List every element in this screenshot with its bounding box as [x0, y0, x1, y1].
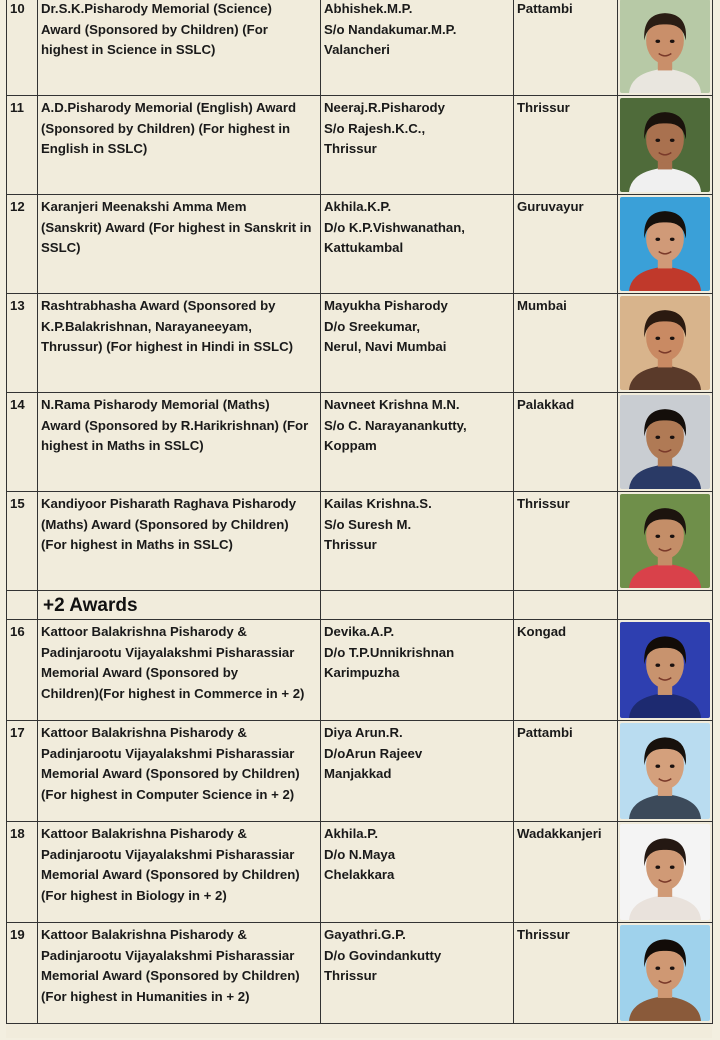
text-line: Kandiyoor Pisharath Raghava Pisharody	[41, 496, 297, 511]
text-line: D/o Govindankutty	[324, 947, 442, 963]
winner-details	[321, 195, 514, 294]
winner-photo	[618, 822, 713, 923]
winner-place: Kongad	[514, 620, 618, 721]
table-row	[7, 96, 713, 195]
text-line: (Maths) Award (Sponsored by Children)	[41, 516, 289, 532]
winner-details	[321, 0, 514, 96]
section-header-row	[7, 591, 713, 620]
text-line: Akhila.P.	[324, 826, 378, 841]
text-line: Kattoor Balakrishna Pisharody &	[41, 624, 247, 639]
text-line: Padinjarootu Vijayalakshmi Pisharassiar	[41, 644, 295, 660]
text-line: Rashtrabhasha Award (Sponsored by	[41, 298, 276, 313]
photo-frame	[620, 395, 710, 489]
photo-frame	[620, 925, 710, 1021]
row-number: 12	[7, 195, 38, 294]
text-line: English in SSLC)	[41, 141, 148, 156]
photo-frame	[620, 622, 710, 718]
text-line: Neeraj.R.Pisharody	[324, 100, 445, 115]
table-row	[7, 620, 713, 721]
winner-details	[321, 620, 514, 721]
table-row	[7, 393, 713, 492]
table-row	[7, 492, 713, 591]
text-line: A.D.Pisharody Memorial (English) Award	[41, 100, 297, 115]
award-description	[38, 195, 321, 294]
row-number: 14	[7, 393, 38, 492]
award-description	[38, 492, 321, 591]
empty-cell	[514, 591, 618, 620]
winner-photo	[618, 393, 713, 492]
winner-details	[321, 923, 514, 1024]
empty-cell	[321, 591, 514, 620]
student-photo-icon	[620, 494, 710, 588]
text-line: S/o C. Narayanankutty,	[324, 417, 467, 433]
row-number: 16	[7, 620, 38, 721]
text-line: Chelakkara	[324, 867, 395, 882]
text-line: S/o Nandakumar.M.P.	[324, 21, 457, 37]
winner-place: Thrissur	[514, 492, 618, 591]
student-photo-icon	[620, 296, 710, 390]
winner-place: Pattambi	[514, 0, 618, 96]
awards-table-body	[7, 0, 713, 1024]
student-photo-icon	[620, 0, 710, 93]
text-line: D/o T.P.Unnikrishnan	[324, 644, 455, 660]
winner-details	[321, 721, 514, 822]
text-line: Memorial Award (Sponsored by	[41, 665, 239, 680]
photo-frame	[620, 98, 710, 192]
row-number: 13	[7, 294, 38, 393]
row-number: 11	[7, 96, 38, 195]
photo-frame	[620, 0, 710, 93]
text-line: Koppam	[324, 438, 377, 453]
award-description	[38, 294, 321, 393]
table-row	[7, 195, 713, 294]
text-line: Abhishek.M.P.	[324, 1, 413, 16]
text-line: D/o K.P.Vishwanathan,	[324, 219, 465, 235]
winner-place: Thrissur	[514, 96, 618, 195]
text-line: SSLC)	[41, 240, 81, 255]
award-description	[38, 923, 321, 1024]
award-description	[38, 0, 321, 96]
text-line: Padinjarootu Vijayalakshmi Pisharassiar	[41, 745, 295, 761]
text-line: Valancheri	[324, 42, 390, 57]
photo-frame	[620, 723, 710, 819]
text-line: Mayukha Pisharody	[324, 298, 448, 313]
table-row	[7, 294, 713, 393]
text-line: Diya Arun.R.	[324, 725, 403, 740]
text-line: (For highest in Computer Science in + 2)	[41, 786, 295, 802]
text-line: Award (Sponsored by Children) (For	[41, 21, 268, 37]
text-line: (For highest in Maths in SSLC)	[41, 537, 233, 552]
text-line: Nerul, Navi Mumbai	[324, 339, 447, 354]
winner-details	[321, 393, 514, 492]
text-line: Memorial Award (Sponsored by Children)	[41, 968, 300, 983]
text-line: Gayathri.G.P.	[324, 927, 406, 942]
winner-place: Wadakkanjeri	[514, 822, 618, 923]
text-line: Kattukambal	[324, 240, 404, 255]
text-line: Devika.A.P.	[324, 624, 395, 639]
text-line: Kailas Krishna.S.	[324, 496, 432, 511]
text-line: Thrussur) (For highest in Hindi in SSLC)	[41, 339, 294, 354]
empty-cell	[7, 591, 38, 620]
text-line: (For highest in Humanities in + 2)	[41, 988, 250, 1004]
award-description	[38, 393, 321, 492]
student-photo-icon	[620, 395, 710, 489]
row-number: 18	[7, 822, 38, 923]
winner-photo	[618, 923, 713, 1024]
text-line: Award (Sponsored by R.Harikrishnan) (For	[41, 417, 309, 433]
student-photo-icon	[620, 197, 710, 291]
section-title: +2 Awards	[43, 595, 138, 616]
award-description	[38, 721, 321, 822]
empty-cell	[618, 591, 713, 620]
winner-photo	[618, 620, 713, 721]
text-line: Memorial Award (Sponsored by Children)	[41, 766, 300, 781]
text-line: Akhila.K.P.	[324, 199, 392, 214]
table-row	[7, 923, 713, 1024]
text-line: S/o Suresh M.	[324, 516, 412, 532]
section-title-cell	[38, 591, 321, 620]
winner-place: Mumbai	[514, 294, 618, 393]
row-number: 17	[7, 721, 38, 822]
row-number: 19	[7, 923, 38, 1024]
text-line: Thrissur	[324, 968, 377, 983]
text-line: Kattoor Balakrishna Pisharody &	[41, 826, 247, 841]
text-line: S/o Rajesh.K.C.,	[324, 120, 426, 136]
table-row	[7, 822, 713, 923]
row-number: 10	[7, 0, 38, 96]
winner-place: Thrissur	[514, 923, 618, 1024]
text-line: (Sponsored by Children) (For highest in	[41, 120, 291, 136]
text-line: D/o Sreekumar,	[324, 318, 421, 334]
text-line: Kattoor Balakrishna Pisharody &	[41, 725, 247, 740]
photo-frame	[620, 197, 710, 291]
text-line: Padinjarootu Vijayalakshmi Pisharassiar	[41, 846, 295, 862]
text-line: Children)(For highest in Commerce in + 2)	[41, 685, 305, 701]
award-description	[38, 620, 321, 721]
winner-photo	[618, 721, 713, 822]
student-photo-icon	[620, 98, 710, 192]
winner-details	[321, 822, 514, 923]
photo-frame	[620, 296, 710, 390]
text-line: Karimpuzha	[324, 665, 400, 680]
text-line: highest in Maths in SSLC)	[41, 438, 204, 453]
winner-photo	[618, 96, 713, 195]
winner-photo	[618, 0, 713, 96]
award-list-sheet	[6, 0, 712, 1038]
table-row	[7, 0, 713, 96]
text-line: Thrissur	[324, 141, 377, 156]
text-line: Memorial Award (Sponsored by Children)	[41, 867, 300, 882]
winner-photo	[618, 195, 713, 294]
winner-details	[321, 96, 514, 195]
winner-details	[321, 294, 514, 393]
award-description	[38, 96, 321, 195]
text-line: N.Rama Pisharody Memorial (Maths)	[41, 397, 270, 412]
photo-frame	[620, 824, 710, 920]
winner-place: Palakkad	[514, 393, 618, 492]
winner-photo	[618, 492, 713, 591]
awards-table	[6, 0, 713, 1024]
student-photo-icon	[620, 622, 710, 718]
text-line: D/oArun Rajeev	[324, 745, 423, 761]
text-line: D/o N.Maya	[324, 846, 396, 862]
text-line: (For highest in Biology in + 2)	[41, 887, 227, 903]
text-line: Kattoor Balakrishna Pisharody &	[41, 927, 247, 942]
winner-place: Guruvayur	[514, 195, 618, 294]
text-line: Navneet Krishna M.N.	[324, 397, 460, 412]
table-row	[7, 721, 713, 822]
winner-place: Pattambi	[514, 721, 618, 822]
text-line: Dr.S.K.Pisharody Memorial (Science)	[41, 1, 272, 16]
text-line: Karanjeri Meenakshi Amma Mem	[41, 199, 247, 214]
winner-photo	[618, 294, 713, 393]
text-line: Manjakkad	[324, 766, 392, 781]
student-photo-icon	[620, 723, 710, 819]
text-line: (Sanskrit) Award (For highest in Sanskrit in	[41, 219, 312, 235]
text-line: Padinjarootu Vijayalakshmi Pisharassiar	[41, 947, 295, 963]
student-photo-icon	[620, 925, 710, 1021]
text-line: Thrissur	[324, 537, 377, 552]
award-description	[38, 822, 321, 923]
student-photo-icon	[620, 824, 710, 920]
photo-frame	[620, 494, 710, 588]
winner-details	[321, 492, 514, 591]
text-line: K.P.Balakrishnan, Narayaneeyam,	[41, 318, 252, 334]
text-line: highest in Science in SSLC)	[41, 42, 216, 57]
row-number: 15	[7, 492, 38, 591]
